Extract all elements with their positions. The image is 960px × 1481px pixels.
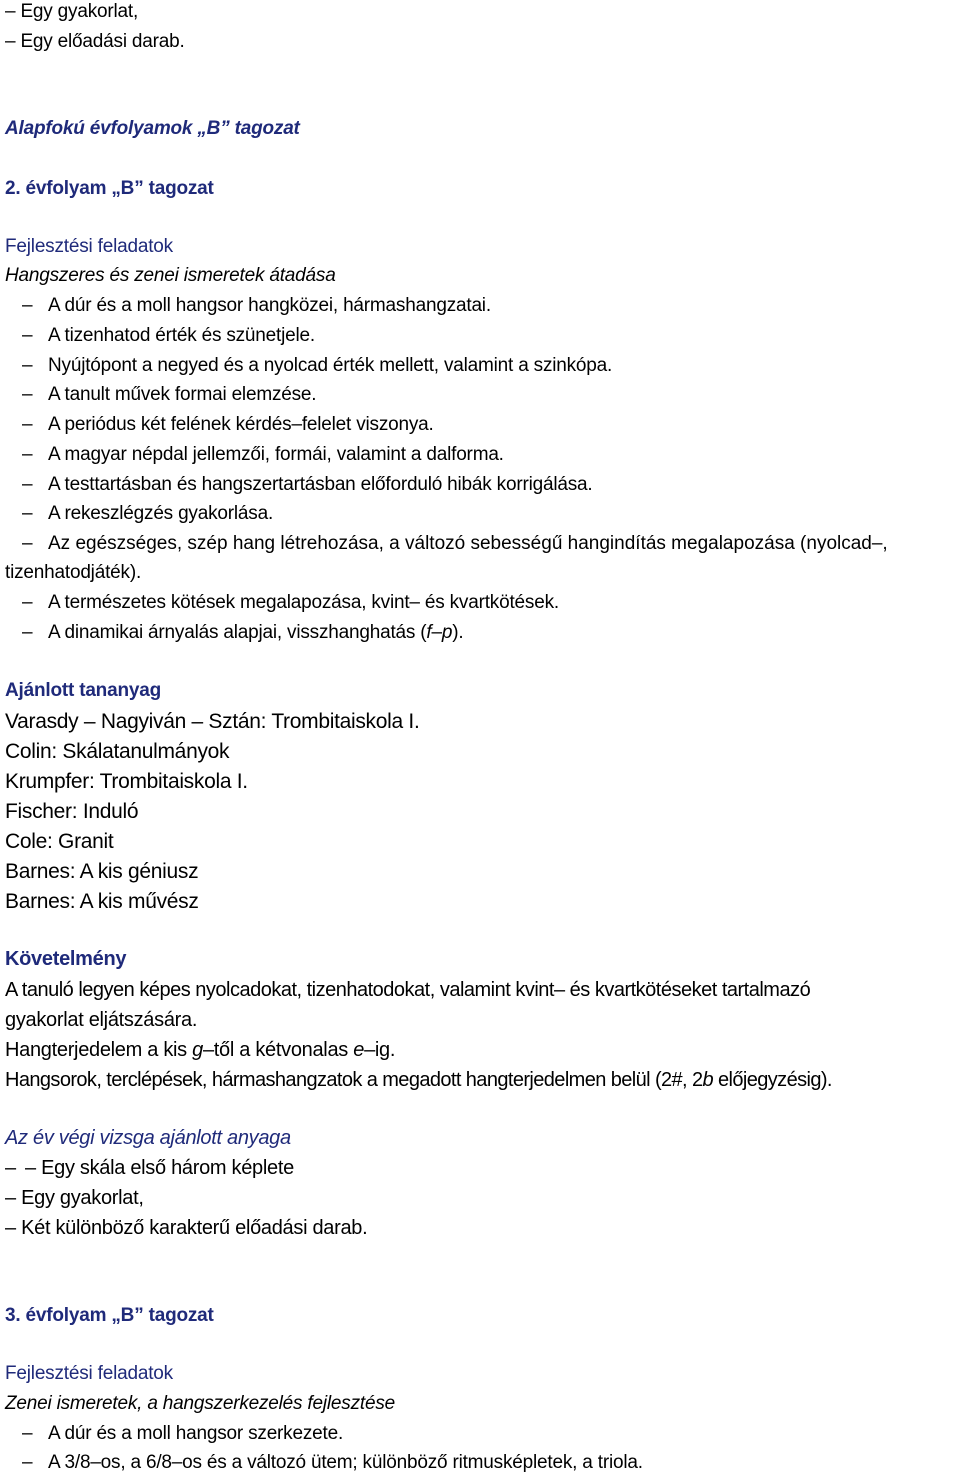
list-item: – A dúr és a moll hangsor hangközei, hármashangzatai.	[22, 295, 491, 316]
repertoire-item: Colin: Skálatanulmányok	[5, 740, 230, 763]
repertoire-item: Varasdy – Nagyiván – Sztán: Trombitaiskola I.	[5, 710, 420, 733]
list-item: – A testtartásban és hangszertartásban előforduló hibák korrigálása.	[22, 474, 593, 495]
repertoire-item: Fischer: Induló	[5, 800, 139, 823]
list-item: – A periódus két felének kérdés–felelet viszonya.	[22, 414, 434, 435]
dash-marker: –	[22, 592, 33, 613]
repertoire-item: Krumpfer: Trombitaiskola I.	[5, 770, 248, 793]
dash-marker: –	[22, 414, 33, 435]
list-item: – – Egy skála első három képlete	[5, 1157, 294, 1179]
subheading: Ajánlott tananyag	[5, 680, 162, 701]
dash-marker: –	[5, 1157, 16, 1179]
list-item: – Nyújtópont a negyed és a nyolcad érték mellett, valamint a szinkópa.	[22, 355, 613, 376]
grade-heading: 2. évfolyam „B” tagozat	[5, 178, 214, 199]
paragraph-line: A tanuló legyen képes nyolcadokat, tizenhatodokat, valamint kvint– és kvartkötéseket tartalmazó	[5, 979, 811, 1001]
topic-title: Zenei ismeretek, a hangszerkezelés fejlesztése	[5, 1393, 395, 1414]
list-item: – Az egészséges, szép hang létrehozása, a változó sebességű hangindítás megalapozása (nyolcad–,	[22, 533, 888, 554]
subheading: Követelmény	[5, 948, 127, 970]
repertoire-item: Cole: Granit	[5, 830, 114, 853]
dash-marker: –	[22, 622, 33, 643]
subheading: Az év végi vizsga ajánlott anyaga	[5, 1127, 291, 1149]
grade-heading: 3. évfolyam „B” tagozat	[5, 1305, 214, 1326]
list-item-continuation: tizenhatodjáték).	[5, 562, 142, 583]
subheading: Fejlesztési feladatok	[5, 236, 173, 257]
dash-marker: –	[22, 295, 33, 316]
list-item: – A tanult művek formai elemzése.	[22, 384, 317, 405]
dash-marker: –	[22, 533, 33, 554]
list-item: – A 3/8–os, a 6/8–os és a változó ütem; különböző ritmusképletek, a triola.	[22, 1452, 643, 1473]
dash-marker: –	[22, 355, 33, 376]
list-item: – A rekeszlégzés gyakorlása.	[22, 503, 274, 524]
dash-marker: –	[22, 503, 33, 524]
dash-marker: –	[22, 325, 33, 346]
dash-marker: –	[22, 474, 33, 495]
dash-marker: –	[22, 444, 33, 465]
paragraph-line: gyakorlat eljátszására.	[5, 1009, 198, 1031]
list-item: – Egy előadási darab.	[5, 31, 185, 52]
list-item: – Két különböző karakterű előadási darab.	[5, 1217, 368, 1239]
dash-marker: –	[22, 1452, 33, 1473]
paragraph-line: Hangterjedelem a kis g–től a kétvonalas e–ig.	[5, 1039, 396, 1061]
repertoire-item: Barnes: A kis művész	[5, 890, 199, 913]
subheading: Fejlesztési feladatok	[5, 1363, 173, 1384]
paragraph-line: Hangsorok, terclépések, hármashangzatok a megadott hangterjedelmen belül (2#, 2b előjegyzésig).	[5, 1069, 832, 1091]
list-item: – A dúr és a moll hangsor szerkezete.	[22, 1423, 344, 1444]
list-item: – A dinamikai árnyalás alapjai, visszhanghatás (f–p).	[22, 622, 464, 643]
list-item: – A magyar népdal jellemzői, formái, valamint a dalforma.	[22, 444, 504, 465]
list-item: – A tizenhatod érték és szünetjele.	[22, 325, 315, 346]
topic-title: Hangszeres és zenei ismeretek átadása	[5, 265, 336, 286]
dash-marker: –	[22, 1423, 33, 1444]
list-item: – A természetes kötések megalapozása, kvint– és kvartkötések.	[22, 592, 559, 613]
section-heading: Alapfokú évfolyamok „B” tagozat	[5, 118, 300, 139]
list-item: – Egy gyakorlat,	[5, 1187, 144, 1209]
repertoire-item: Barnes: A kis géniusz	[5, 860, 199, 883]
dash-marker: –	[22, 384, 33, 405]
list-item: – Egy gyakorlat,	[5, 1, 139, 22]
